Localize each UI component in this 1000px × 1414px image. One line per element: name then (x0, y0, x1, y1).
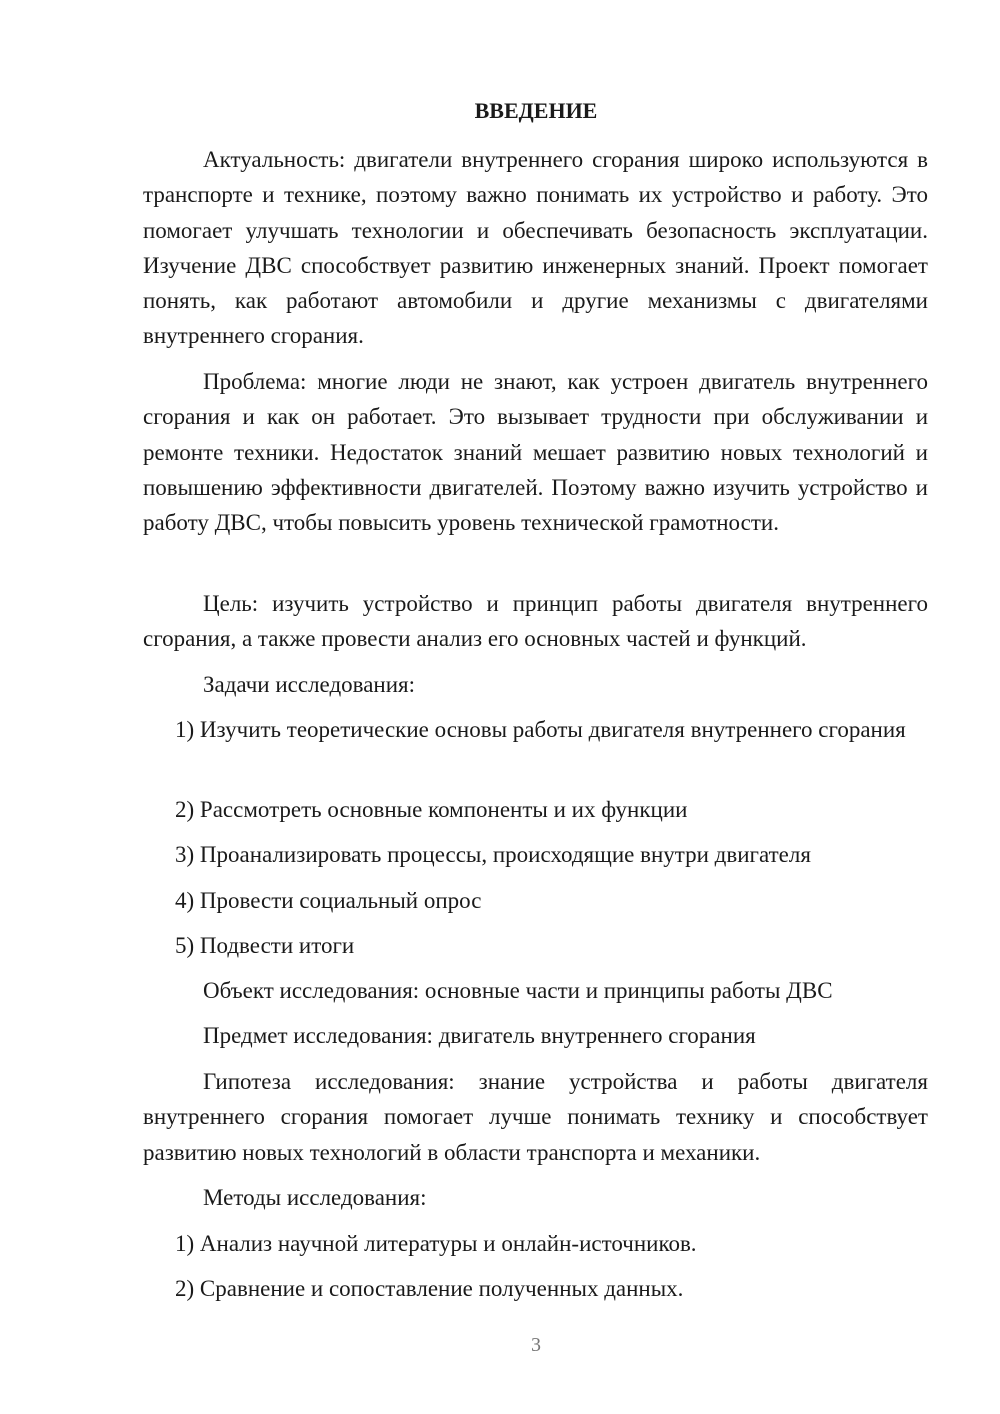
task-item-1: 1) Изучить теоретические основы работы двигателя внутреннего сгорания (175, 717, 906, 742)
method-item-1: 1) Анализ научной литературы и онлайн-источников. (175, 1231, 697, 1256)
goal-paragraph: Цель: изучить устройство и принцип работы двигателя внутреннего сгорания, а также провести анализ его основных частей и функций. (143, 591, 928, 652)
methods-heading: Методы исследования: (203, 1185, 427, 1210)
object-line: Объект исследования: основные части и принципы работы ДВС (203, 978, 833, 1003)
method-item-2: 2) Сравнение и сопоставление полученных данных. (175, 1276, 684, 1301)
page-number: 3 (531, 1334, 541, 1356)
task-item-2: 2) Рассмотреть основные компоненты и их функции (175, 797, 688, 822)
problem-paragraph: Проблема: многие люди не знают, как устроен двигатель внутреннего сгорания и как он работает. Это вызывает трудности при обслуживании и ремонте техники. Недостаток знаний мешает развитию новых технологий и повышению эффективности двигателей. Поэтому важно изучить устройство и работу ДВС, чтобы повысить уровень технической грамотности. (143, 369, 928, 536)
subject-line: Предмет исследования: двигатель внутреннего сгорания (203, 1023, 756, 1048)
hypothesis-paragraph: Гипотеза исследования: знание устройства и работы двигателя внутреннего сгорания помогает лучше понимать технику и способствует развитию новых технологий в области транспорта и механики. (143, 1069, 928, 1165)
relevance-paragraph: Актуальность: двигатели внутреннего сгорания широко используются в транспорте и технике, поэтому важно понимать их устройство и работу. Это помогает улучшать технологии и обеспечивать безопасность эксплуатации. Изучение ДВС способствует развитию инженерных знаний. Проект помогает понять, как работают автомобили и другие механизмы с двигателями внутреннего сгорания. (143, 147, 928, 349)
task-item-5: 5) Подвести итоги (175, 933, 355, 958)
task-item-4: 4) Провести социальный опрос (175, 888, 482, 913)
task-item-3: 3) Проанализировать процессы, происходящие внутри двигателя (175, 842, 811, 867)
page-title: ВВЕДЕНИЕ (474, 98, 598, 123)
tasks-heading: Задачи исследования: (203, 672, 416, 697)
